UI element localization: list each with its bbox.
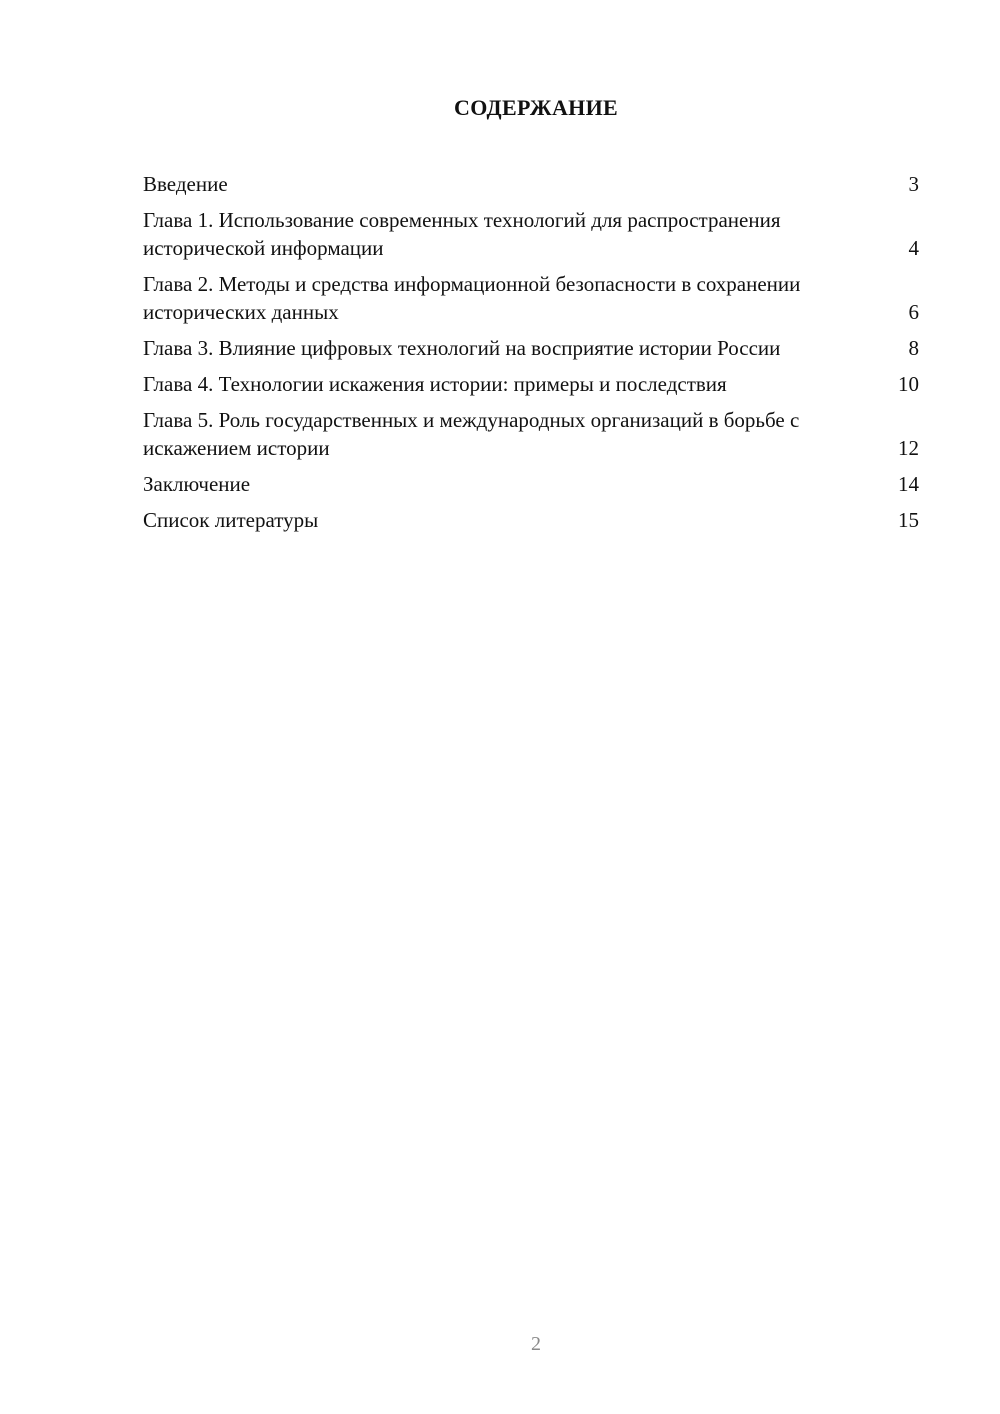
toc-entry-text: Глава 3. Влияние цифровых технологий на восприятие истории России (143, 336, 781, 360)
toc-entry-chapter-3 (143, 334, 919, 362)
toc-entry-chapter-5 (143, 406, 919, 462)
toc-entry-page: 3 (908, 172, 919, 196)
toc-entry-page: 12 (898, 436, 919, 460)
toc-entry-introduction (143, 170, 919, 198)
page-title: СОДЕРЖАНИЕ (454, 95, 618, 120)
toc-entry-text: Глава 2. Методы и средства информационной безопасности в сохранении исторических данных (143, 272, 801, 324)
toc-entry-page: 6 (908, 300, 919, 324)
page-number: 2 (531, 1333, 541, 1355)
toc-entry-page: 14 (898, 472, 919, 496)
toc-entry-conclusion (143, 470, 919, 498)
toc-entry-text: Заключение (143, 472, 251, 496)
toc-entry-text: Список литературы (143, 508, 319, 532)
toc-entry-text: Глава 1. Использование современных технологий для распространения исторической информации (143, 208, 781, 260)
toc-entry-chapter-2 (143, 270, 919, 326)
toc-entry-page: 15 (898, 508, 919, 532)
toc-entry-page: 10 (898, 372, 919, 396)
toc-entry-chapter-4 (143, 370, 919, 398)
table-of-contents (143, 170, 919, 542)
toc-entry-page: 4 (908, 236, 919, 260)
toc-entry-page: 8 (908, 336, 919, 360)
toc-entry-bibliography (143, 506, 919, 534)
toc-entry-text: Глава 4. Технологии искажения истории: примеры и последствия (143, 372, 727, 396)
toc-entry-text: Глава 5. Роль государственных и международных организаций в борьбе с искажением истории (143, 408, 800, 460)
toc-entry-text: Введение (143, 172, 228, 196)
toc-entry-chapter-1 (143, 206, 919, 262)
